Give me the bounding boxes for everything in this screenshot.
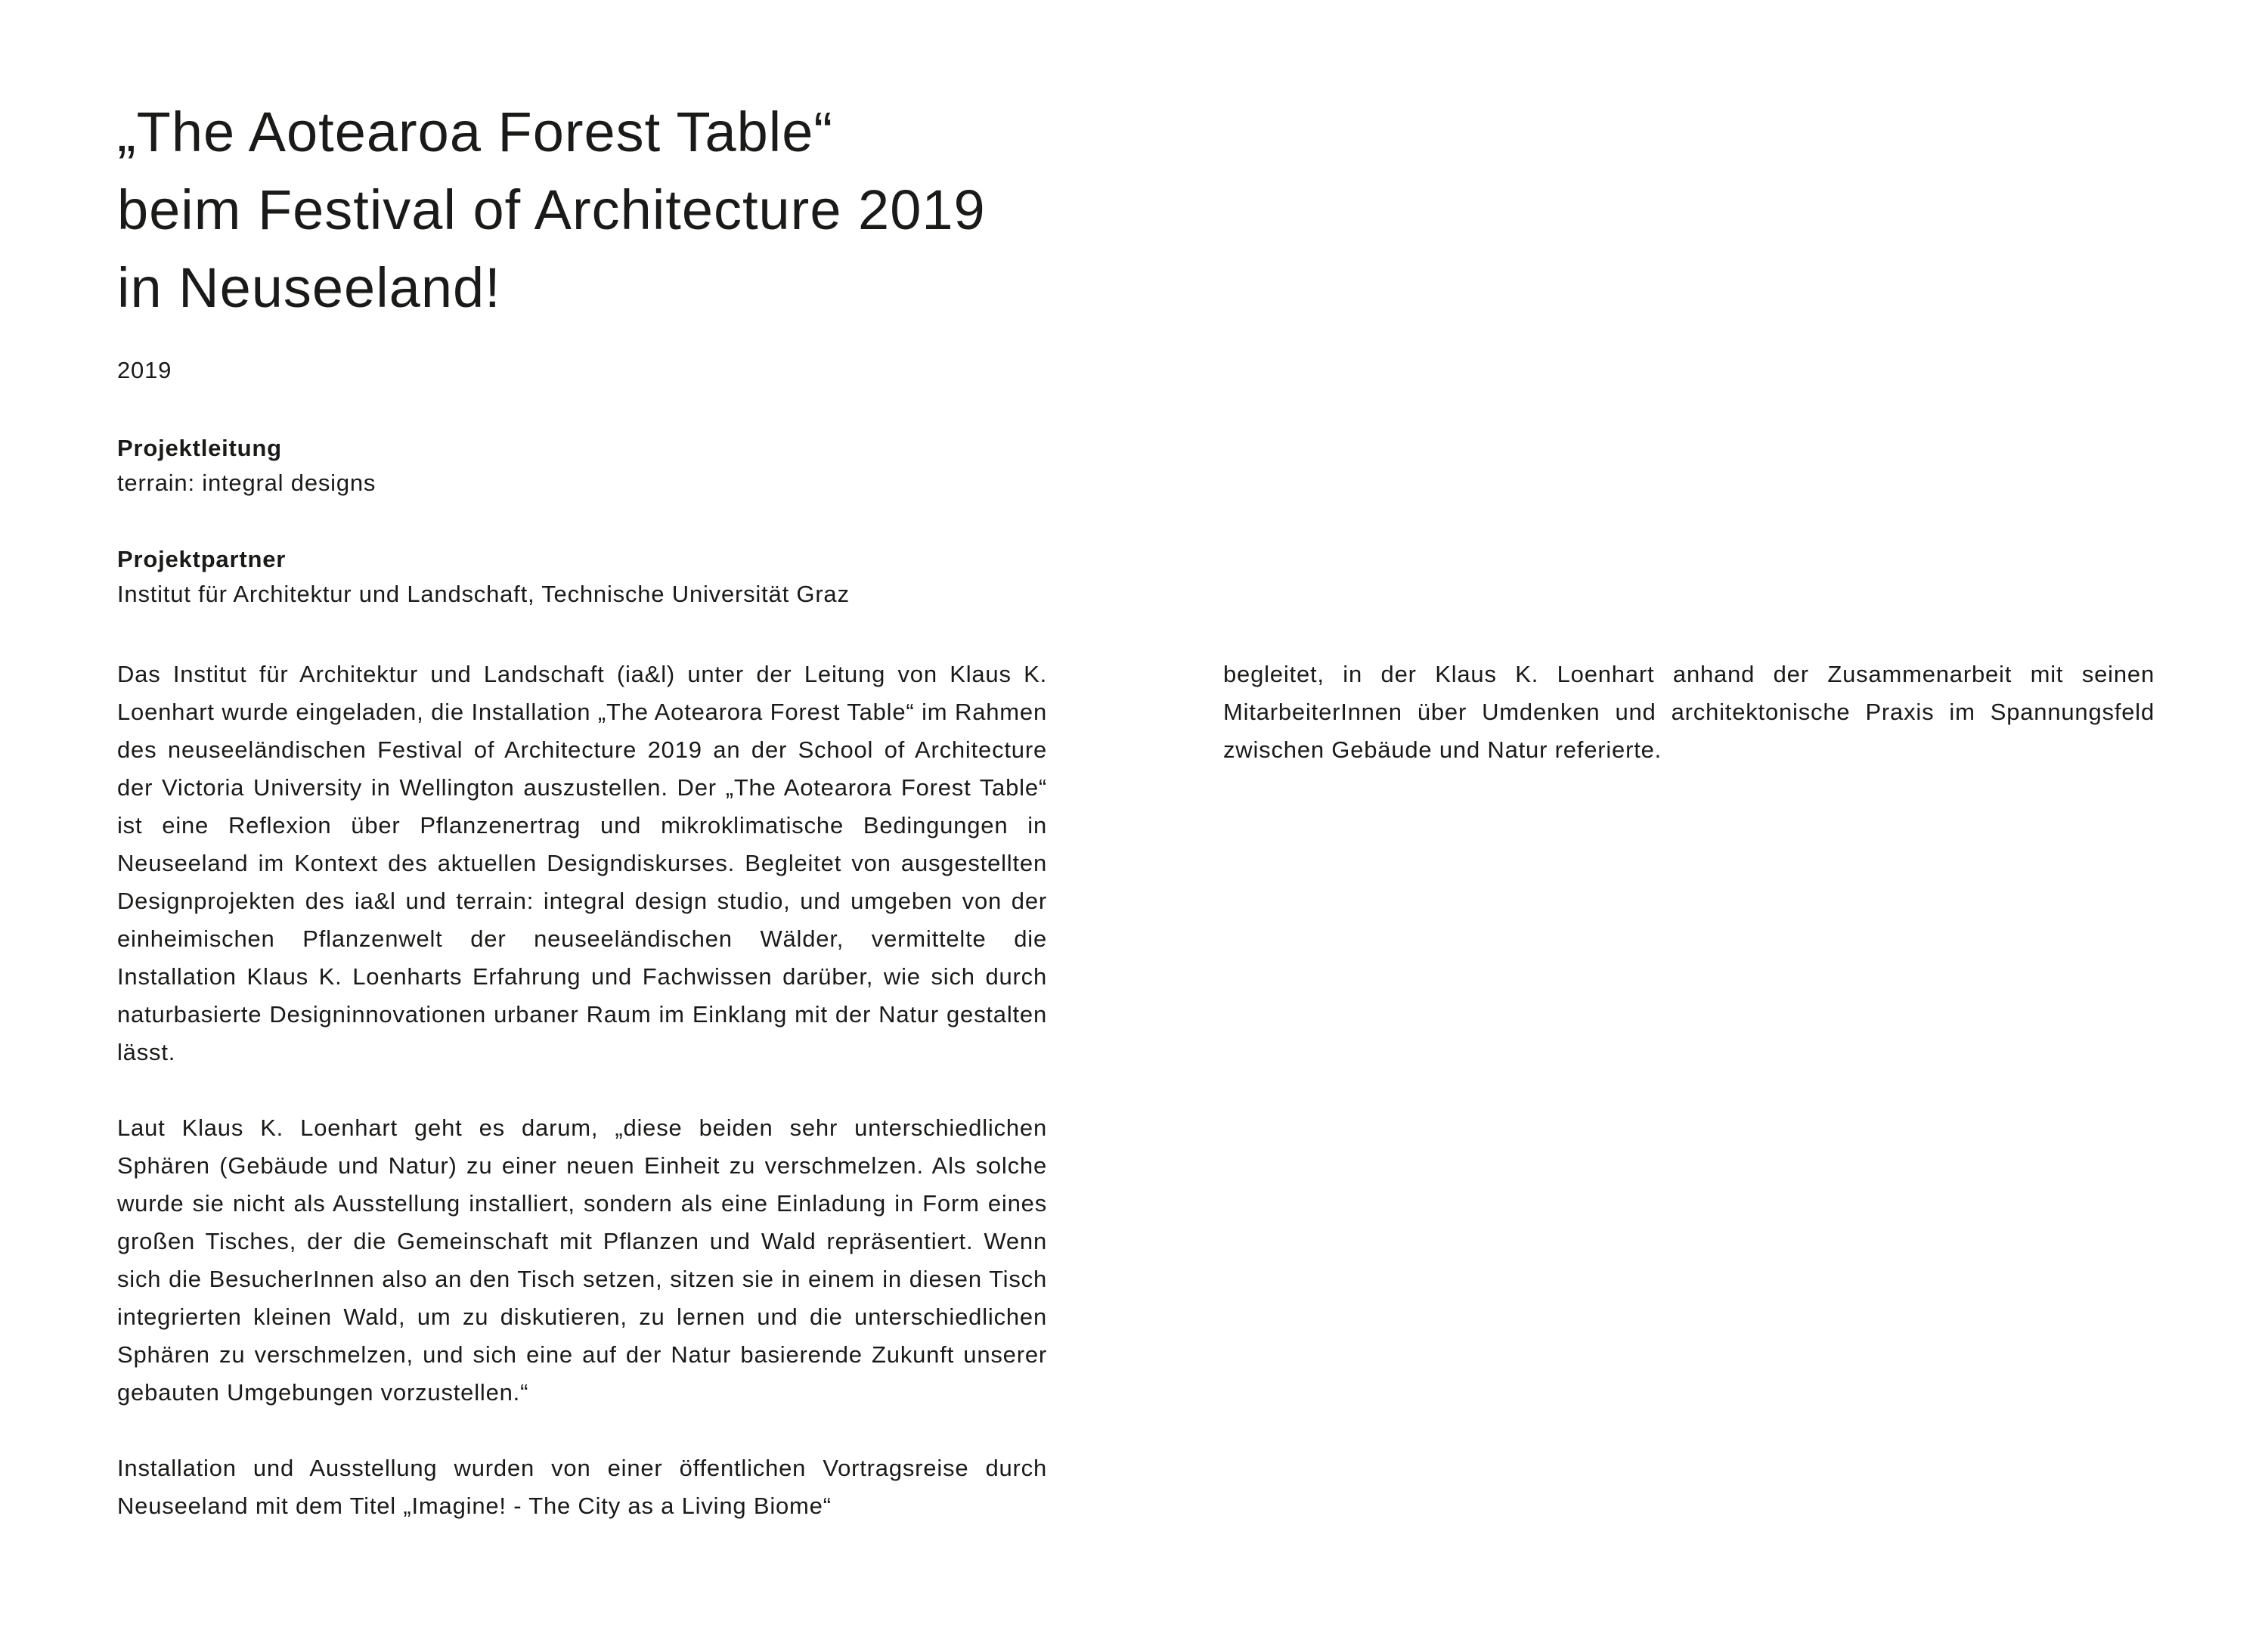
project-lead-value: terrain: integral designs: [117, 470, 376, 496]
page-title: [117, 93, 986, 327]
paragraph-1: Das Institut für Architektur und Landschaft (ia&l) unter der Leitung von Klaus K. Loenhart wurde eingeladen, die Installation „The Aotearora Forest Table“ im Rahmen des neuseeländischen Festival of Architecture 2019 an der School of Architecture der Victoria University in Wellington auszustellen. Der „The Aotearora Forest Table“ ist eine Reflexion über Pflanzenertrag und mikroklimatische Bedingungen in Neuseeland im Kontext des aktuellen Designdiskurses. Begleitet von ausgestellten Designprojekten des ia&l und terrain: integral design studio, und umgeben von der einheimischen Pflanzenwelt der neuseeländischen Wälder, vermittelte die Installation Klaus K. Loenharts Erfahrung und Fachwissen darüber, wie sich durch naturbasierte Designinnovationen urbaner Raum im Einklang mit der Natur gestalten lässt.: [117, 661, 1047, 1065]
page-title-line-1: „The Aotearoa Forest Table“: [117, 101, 834, 163]
paragraph-4: begleitet, in der Klaus K. Loenhart anhand der Zusammenarbeit mit seinen MitarbeiterInnen über Umdenken und architektonische Praxis im Spannungsfeld zwischen Gebäude und Natur referierte.: [1223, 661, 2155, 763]
paragraph-2: Laut Klaus K. Loenhart geht es darum, „diese beiden sehr unterschiedlichen Sphären (Gebäude und Natur) zu einer neuen Einheit zu verschmelzen. Als solche wurde sie nicht als Ausstellung installiert, sondern als eine Einladung in Form eines großen Tisches, der die Gemeinschaft mit Pflanzen und Wald repräsentiert. Wenn sich die BesucherInnen also an den Tisch setzen, sitzen sie in einem in diesen Tisch integrierten kleinen Wald, um zu diskutieren, zu lernen und die unterschiedlichen Sphären zu verschmelzen, und sich eine auf der Natur basierende Zukunft unserer gebauten Umgebungen vorzustellen.“: [117, 1114, 1047, 1406]
body-text-column-2: [1223, 656, 2155, 807]
body-text-column-1: [117, 656, 1047, 1563]
project-lead-block: [117, 431, 376, 501]
project-partner-block: [117, 542, 850, 612]
project-lead-label: Projektleitung: [117, 435, 282, 461]
page-title-line-2: beim Festival of Architecture 2019: [117, 178, 986, 241]
project-partner-label: Projektpartner: [117, 546, 287, 572]
paragraph-3: Installation und Ausstellung wurden von einer öffentlichen Vortragsreise durch Neuseeland mit dem Titel „Imagine! - The City as a Living Biome“: [117, 1455, 1047, 1519]
project-partner-value: Institut für Architektur und Landschaft, Technische Universität Graz: [117, 581, 850, 607]
page-title-line-3: in Neuseeland!: [117, 256, 501, 319]
project-year: 2019: [117, 357, 172, 383]
